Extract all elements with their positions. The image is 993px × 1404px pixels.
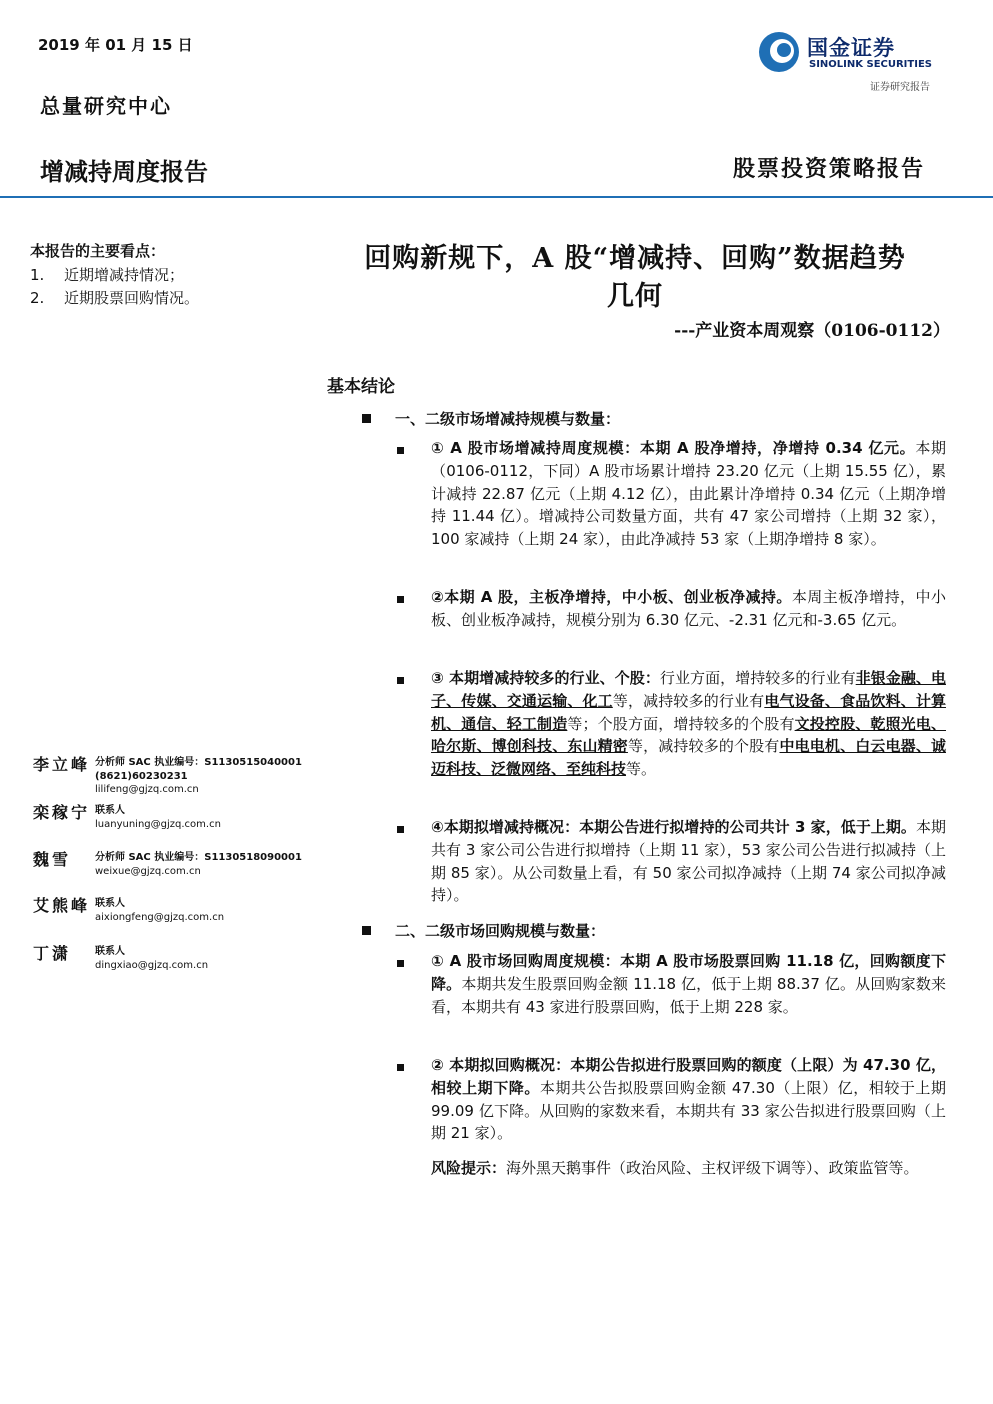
logo-mark-icon <box>757 30 801 74</box>
bullet-square-icon <box>362 926 371 935</box>
analyst-name: 栾稼宁 <box>33 803 91 822</box>
stocks-decrease: 中电电机、白云电器、诚迈科技、泛微网络、至纯科技 <box>431 737 946 779</box>
risk-label: 风险提示： <box>431 1159 507 1177</box>
analyst-credential: 联系人 <box>95 898 125 909</box>
section-2-label: 二、二级市场回购规模与数量： <box>395 922 606 940</box>
bullet-square-icon <box>397 826 404 833</box>
analyst-credential: 联系人 <box>95 946 125 957</box>
paragraph-2-text: 本周主板净增持，中小板、创业板净减持，规模分别为 6.30 亿元、-2.31 亿元和-3.65 亿元。 <box>431 588 946 629</box>
paragraph-5-text: 本期共发生股票回购金额 11.18 亿，低于上期 88.37 亿。从回购家数来看，本期共有 43 家进行股票回购，低于上期 228 家。 <box>431 974 946 1016</box>
report-type: 增减持周度报告 <box>40 158 208 186</box>
paragraph-5-lead: ① A 股市场回购周度规模：本期 A 股市场股票回购 11.18 亿，回购额度下降。 <box>431 952 946 993</box>
analyst-info <box>95 945 208 972</box>
paragraph-6-text: 本期共公告拟股票回购金额 47.30（上限）亿，相较于上期 99.09 亿下降。从回购的家数来看，本期共有 33 家公告拟进行股票回购（上期 21 家）。 <box>431 1078 946 1143</box>
analyst-email: weixue@gjzq.com.cn <box>95 865 201 877</box>
main-title <box>326 240 944 316</box>
main-title-line2: 几何 <box>607 281 663 312</box>
paragraph-6 <box>431 1054 946 1145</box>
analyst-email: dingxiao@gjzq.com.cn <box>95 959 209 971</box>
section-1-heading <box>362 408 620 429</box>
bullet-square-icon <box>397 1064 404 1071</box>
analyst-name: 艾熊峰 <box>33 896 91 915</box>
paragraph-4-lead: ④本期拟增减持概况：本期公告进行拟增持的公司共计 3 家，低于上期。 <box>431 818 916 836</box>
paragraph-3-text: 等。 <box>626 760 657 779</box>
main-title-line1: 回购新规下，A 股“增减持、回购”数据趋势 <box>364 243 906 274</box>
bullet-square-icon <box>397 677 404 684</box>
section-2-heading <box>362 920 605 941</box>
analyst-info <box>95 851 302 878</box>
company-logo <box>757 30 947 74</box>
industries-decrease: 电气设备、食品饮料、计算机、通信、轻工制造 <box>431 691 946 733</box>
industries-increase: 非银金融、电子、传媒、交通运输、化工 <box>431 669 946 710</box>
paragraph-1-lead: ① A 股市场增减持周度规模：本期 A 股净增持，净增持 0.34 亿元。 <box>431 439 916 457</box>
analyst-credential: 联系人 <box>95 805 125 816</box>
paragraph-2 <box>431 586 946 632</box>
report-category: 股票投资策略报告 <box>733 156 926 182</box>
paragraph-1 <box>431 437 946 551</box>
analyst-name: 魏雪 <box>33 850 72 869</box>
logo-text-cn: 国金证券 <box>807 36 895 60</box>
bullet-square-icon <box>362 414 371 423</box>
paragraph-1-text: 本期（0106-0112，下同）A 股市场累计增持 23.20 亿元（上期 15.55 亿），累计减持 22.87 亿元（上期 4.12 亿），由此累计净增持 0.34 亿元（上期净增持 11.44 亿）。增减持公司数量方面，共有 47 家公司增持（上期 32 家），100 家减持（上期 24 家），由此净减持 53 家（上期净增持 8 家）。 <box>431 439 946 549</box>
highlight-text: 近期股票回购情况。 <box>64 289 200 307</box>
stocks-increase: 文投控股、乾照光电、哈尔斯、博创科技、东山精密 <box>431 714 946 756</box>
research-center-name: 总量研究中心 <box>40 94 172 118</box>
highlight-text: 近期增减持情况； <box>64 266 185 284</box>
highlight-item <box>30 287 199 308</box>
logo-text-en: SINOLINK SECURITIES <box>809 59 932 70</box>
header-divider <box>0 196 993 198</box>
analyst-info <box>95 804 221 831</box>
analyst-phone: (8621)60230231 <box>95 770 188 782</box>
sub-title: ---产业资本周观察（0106-0112） <box>674 321 950 341</box>
logo-subtitle: 证券研究报告 <box>870 82 930 93</box>
analyst-email: lilifeng@gjzq.com.cn <box>95 784 199 795</box>
paragraph-3-text: 等；个股方面，增持较多的个股有 <box>567 714 795 733</box>
highlight-num: 2. <box>30 289 45 307</box>
paragraph-5 <box>431 950 946 1018</box>
paragraph-2-lead: ②本期 A 股，主板净增持，中小板、创业板净减持。 <box>431 588 792 606</box>
report-date: 2019 年 01 月 15 日 <box>38 36 193 54</box>
highlights-title: 本报告的主要看点： <box>30 242 166 260</box>
analyst-email: luanyuning@gjzq.com.cn <box>95 818 221 830</box>
analyst-info <box>95 897 224 924</box>
paragraph-3 <box>431 667 946 781</box>
paragraph-3-text: 等，减持较多的个股有 <box>627 737 780 756</box>
paragraph-3-text: 等，减持较多的行业有 <box>612 691 765 710</box>
bullet-square-icon <box>397 960 404 967</box>
analyst-name: 李立峰 <box>33 755 91 774</box>
section-1-label: 一、二级市场增减持规模与数量： <box>395 410 621 428</box>
analyst-email: aixiongfeng@gjzq.com.cn <box>95 911 225 923</box>
risk-text: 海外黑天鹅事件（政治风险、主权评级下调等）、政策监管等。 <box>506 1159 919 1177</box>
highlight-item <box>30 264 184 285</box>
paragraph-6-lead: ② 本期拟回购概况：本期公告拟进行股票回购的额度（上限）为 47.30 亿，相较上期下降。 <box>431 1056 946 1097</box>
analyst-credential: 分析师 SAC 执业编号：S1130518090001 <box>95 852 302 863</box>
bullet-square-icon <box>397 596 404 603</box>
bullet-square-icon <box>397 447 404 454</box>
highlight-num: 1. <box>30 266 45 284</box>
section-heading: 基本结论 <box>327 377 395 397</box>
analyst-info <box>95 756 302 797</box>
analyst-name: 丁潇 <box>33 944 72 963</box>
paragraph-3-text: 行业方面，增持较多的行业有 <box>659 669 856 687</box>
paragraph-4 <box>431 816 946 907</box>
analyst-credential: 分析师 SAC 执业编号：S1130515040001 <box>95 757 302 768</box>
paragraph-4-text: 本期共有 3 家公司公告进行拟增持（上期 11 家），53 家公司公告进行拟减持（上期 85 家）。从公司数量上看，有 50 家公司拟净减持（上期 74 家公司拟净减持）。 <box>431 818 946 905</box>
risk-warning <box>431 1157 946 1180</box>
paragraph-3-lead: ③ 本期增减持较多的行业、个股： <box>431 669 660 687</box>
